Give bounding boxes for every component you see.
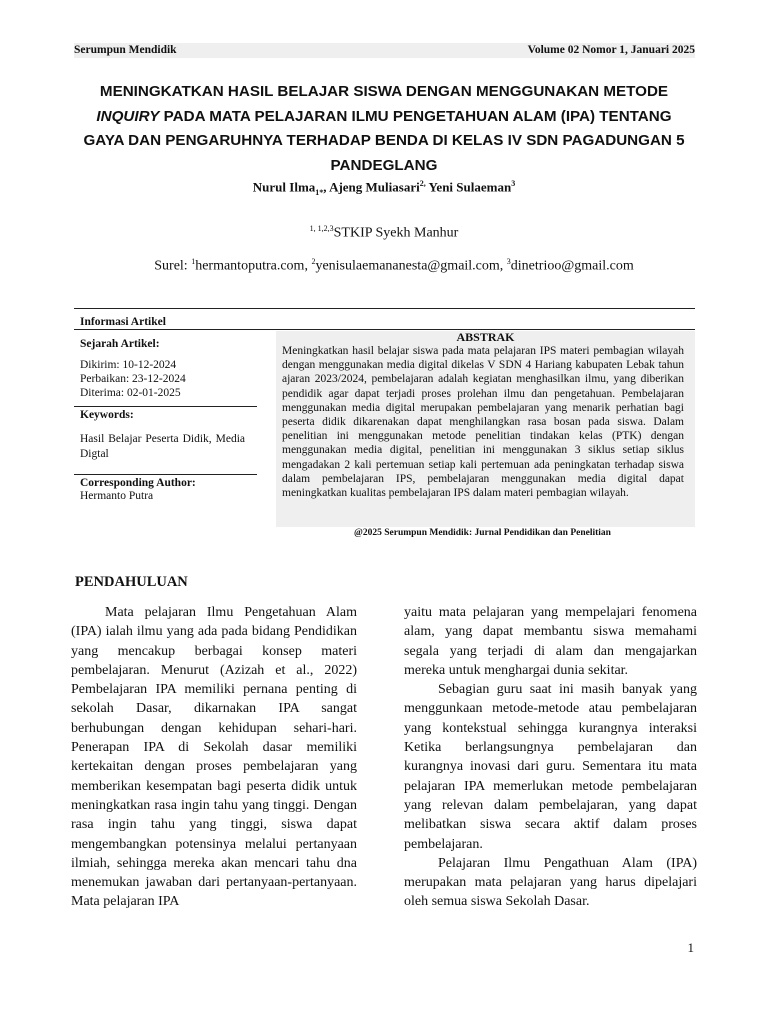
journal-name: Serumpun Mendidik: [74, 44, 177, 56]
corresponding-rule: [74, 474, 257, 475]
right-paragraph-3: Pelajaran Ilmu Pengathuan Alam (IPA) merupakan mata pelajaran yang harus dipelajari oleh semua siswa Sekolah Dasar.: [404, 855, 697, 910]
email-1[interactable]: hermantoputra.com,: [195, 258, 312, 274]
title-line-4: PANDEGLANG: [330, 156, 438, 174]
title-line-2-rest: PADA MATA PELAJARAN ILMU PENGETAHUAN ALAM (IPA) TENTANG: [159, 107, 672, 125]
author-3-sup: 3: [511, 179, 516, 188]
author-2: , Ajeng Muliasari: [323, 179, 420, 195]
email-2-sup: 2: [311, 257, 316, 266]
author-list: [0, 175, 768, 202]
title-line-3: GAYA DAN PENGARUHNYA TERHADAP BENDA DI KELAS IV SDN PAGADUNGAN 5: [83, 132, 685, 149]
keywords-rule: [74, 406, 257, 407]
affiliation-sup: 1, 1,2,3: [309, 224, 334, 233]
left-column: [71, 603, 357, 912]
page-number: 1: [687, 940, 694, 955]
email-2[interactable]: yenisulaemananesta@gmail.com,: [315, 258, 507, 274]
abstract-text: Meningkatkan hasil belajar siswa pada mata pelajaran IPS materi pembagian wilayah dengan menggunakan media digital dikelas V SDN 4 Hariang kabupaten Lebak tahun ajaran 2023/2024, pembelajaran adalah kegiatan menghasilkan ilmu, yang diberikan pendidik agar dapat terjadi proses prolehan ilmu dan pengetahuan. Pembelajaran menggunakan media digital merupakan pembelajaran yang menarik perhatian bagi peserta didik dikarenakan dapat menghilangkan rasa bosan pada siswa. Dalam penelitian ini menggunakan metode penelitian tindakan kelas (PTK) dengan menggunakan media digital, penelitian ini menggunakan 3 siklus setiap siklus mengadakan 2 kali pertemuan setiap kali pertemuan ada peningkatan terhadap siswa dalam pembelajaran IPS, pembelajaran menggunakan media digital dapat meningkatkan kualitas pembelajaran IPS dalam materi pembagian wilayah.: [282, 345, 684, 500]
volume-info: Volume 02 Nomor 1, Januari 2025: [527, 44, 695, 56]
title-line-2: [70, 105, 698, 130]
copyright-line: @2025 Serumpun Mendidik: Jurnal Pendidikan dan Penelitian: [354, 528, 611, 538]
title-italic-word: INQUIRY: [96, 107, 160, 125]
corresponding-heading: Corresponding Author:: [80, 477, 196, 489]
author-3: Yeni Sulaeman: [425, 179, 512, 195]
author-1-sup: 1*: [315, 187, 324, 197]
right-column: [404, 603, 697, 912]
corresponding-name: Hermanto Putra: [80, 490, 154, 502]
right-paragraph-1: yaitu mata pelajaran yang mempelajari fenomena alam, yang dapat membantu siswa memahami segala yang terjadi di alam dan mengajarkan mereka untuk menghargai dunia sekitar.: [404, 605, 697, 678]
email-3-sup: 3: [506, 257, 511, 266]
right-paragraph-2: Sebagian guru saat ini masih banyak yang menggunkaan metode-metode atau pembelajaran yang kontekstual sehingga kurangnya interaksi Ketika berlangsungnya pembelajaran dan kurangnya inovasi dari guru. Sementara itu mata pelajaran IPA memerlukan metode pembelajaran yang relevan dalam pembelajaran, yang dapat melibatkan siswa secara aktif dalam proses pembelajaran.: [404, 682, 697, 852]
email-line: [0, 257, 768, 275]
received-date: Dikirim: 10-12-2024: [80, 359, 177, 371]
author-2-sup: 2,: [419, 179, 426, 188]
article-title: [70, 80, 698, 178]
affiliation: [0, 224, 768, 242]
email-label: Surel:: [154, 258, 192, 274]
article-info-heading: Informasi Artikel: [80, 316, 166, 328]
affiliation-text: STKIP Syekh Manhur: [333, 225, 459, 241]
title-line-1: MENINGKATKAN HASIL BELAJAR SISWA DENGAN MENGGUNAKAN METODE: [99, 83, 669, 100]
email-3[interactable]: dinetrioo@gmail.com: [510, 258, 634, 274]
abstract-heading: ABSTRAK: [456, 330, 515, 344]
history-heading: Sejarah Artikel:: [80, 338, 160, 350]
keywords-text: Hasil Belajar Peserta Didik, Media Digtal: [80, 433, 245, 460]
keywords-heading: Keywords:: [80, 409, 134, 421]
accepted-date: Diterima: 02-01-2025: [80, 387, 181, 399]
revised-date: Perbaikan: 23-12-2024: [80, 373, 186, 385]
section-heading: PENDAHULUAN: [75, 574, 188, 590]
left-paragraph-1: Mata pelajaran Ilmu Pengetahuan Alam (IPA) ialah ilmu yang ada pada bidang Pendidikan yang mencakup berbagai konsep materi pembelajaran. Menurut (Azizah et al., 2022) Pembelajaran IPA memiliki pernana penting di sekolah Dasar, dikarnakan IPA sangat berhubungan dengan kehidupan sehari-hari. Penerapan IPA di Sekolah dasar memiliki kertekaitan dengan proses pembelajaran yang memberikan kesempatan bagi peserta didik untuk meningkatkan rasa ingin tahu yang tinggi. Dengan rasa ingin tahu yang tinggi, siswa dapat mengembangkan potensinya melalui pertanyaan ilmiah, sehingga mereka akan mencari tahu dna menemukan jawaban dari pertanyaan-pertanyaan. Mata pelajaran IPA: [71, 605, 357, 910]
info-table-top-rule: [74, 308, 695, 309]
email-1-sup: 1: [191, 257, 196, 266]
author-1: Nurul Ilma: [252, 179, 316, 195]
